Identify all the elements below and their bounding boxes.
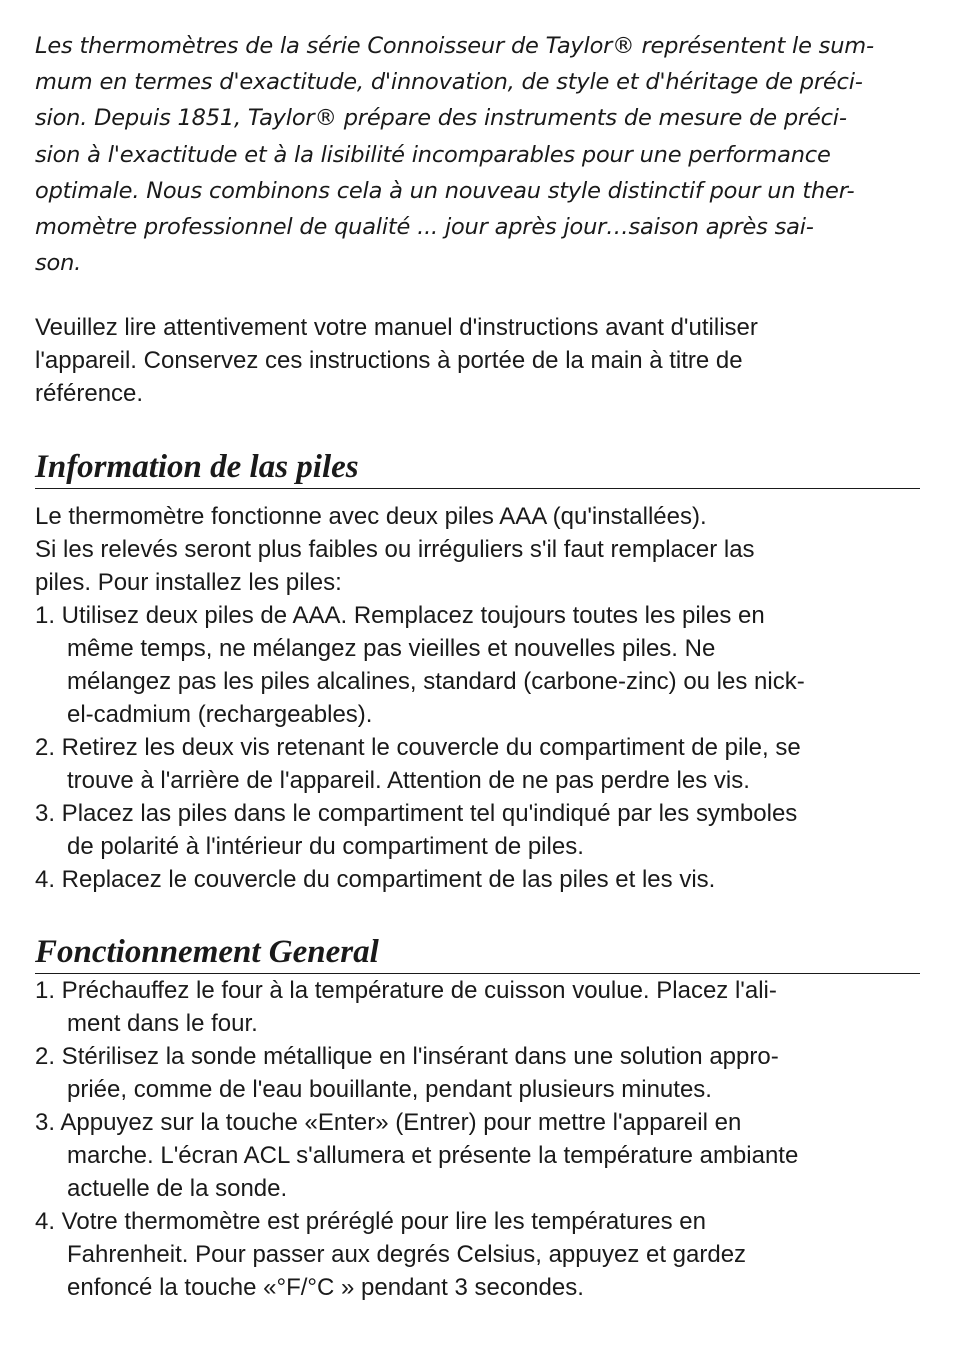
text-line: l'appareil. Conservez ces instructions à portée de la main à titre de — [35, 347, 743, 375]
list-item — [35, 974, 920, 1040]
step-text: 3. Placez las piles dans le compartiment tel qu'indiqué par les symboles — [35, 800, 798, 828]
text-line: référence. — [35, 380, 144, 408]
list-item — [35, 1205, 920, 1304]
step-text-continuation: Fahrenheit. Pour passer aux degrés Celsius, appuyez et gardez — [67, 1241, 747, 1269]
text-line: Veuillez lire attentivement votre manuel d'instructions avant d'utiliser — [35, 314, 758, 342]
text-line: son. — [35, 250, 82, 277]
text-line: optimale. Nous combinons cela à un nouveau style distinctif pour un ther- — [35, 177, 855, 204]
list-item — [35, 1040, 920, 1106]
list-item — [35, 797, 920, 863]
step-text-continuation: ment dans le four. — [67, 1010, 258, 1038]
intro-paragraph — [35, 28, 920, 281]
step-text: 4. Replacez le couvercle du compartiment de las piles et les vis. — [35, 866, 716, 894]
step-text-continuation: priée, comme de l'eau bouillante, pendant plusieurs minutes. — [67, 1076, 712, 1104]
operation-steps-list — [35, 974, 920, 1304]
text-line: sion. Depuis 1851, Taylor® prépare des instruments de mesure de préci- — [35, 105, 847, 132]
list-item — [35, 863, 920, 896]
list-item — [35, 731, 920, 797]
step-text-continuation: actuelle de la sonde. — [67, 1175, 288, 1203]
step-text-continuation: même temps, ne mélangez pas vieilles et nouvelles piles. Ne — [67, 635, 716, 663]
text-line: Si les relevés seront plus faibles ou irréguliers s'il faut remplacer las — [35, 536, 755, 564]
text-line: Les thermomètres de la série Connoisseur de Taylor® représentent le sum- — [35, 33, 874, 59]
battery-intro-paragraph — [35, 500, 920, 599]
instructions-notice — [35, 311, 920, 410]
step-text: 3. Appuyez sur la touche «Enter» (Entrer) pour mettre l'appareil en — [35, 1109, 742, 1137]
manual-page — [35, 28, 920, 1304]
step-text-continuation: marche. L'écran ACL s'allumera et présente la température ambiante — [67, 1142, 799, 1170]
list-item — [35, 599, 920, 731]
text-line: momètre professionnel de qualité ... jour après jour…saison après sai- — [35, 214, 814, 241]
battery-steps-list — [35, 599, 920, 896]
step-text: 4. Votre thermomètre est préréglé pour lire les températures en — [35, 1208, 706, 1236]
step-text-continuation: mélangez pas les piles alcalines, standard (carbone-zinc) ou les nick- — [67, 668, 805, 696]
step-text: 2. Stérilisez la sonde métallique en l'insérant dans une solution appro- — [35, 1043, 779, 1071]
text-line: mum en termes d'exactitude, d'innovation, de style et d'héritage de préci- — [35, 69, 863, 96]
step-text-continuation: el-cadmium (rechargeables). — [67, 701, 373, 729]
step-text: 2. Retirez les deux vis retenant le couvercle du compartiment de pile, se — [35, 734, 801, 762]
step-text-continuation: trouve à l'arrière de l'appareil. Attention de ne pas perdre les vis. — [67, 767, 750, 795]
step-text-continuation: de polarité à l'intérieur du compartiment de piles. — [67, 833, 584, 861]
battery-section-heading: Information de las piles — [35, 447, 920, 489]
step-text: 1. Préchauffez le four à la température de cuisson voulue. Placez l'ali- — [35, 977, 777, 1005]
operation-section-heading: Fonctionnement General — [35, 932, 920, 974]
list-item — [35, 1106, 920, 1205]
step-text: 1. Utilisez deux piles de AAA. Remplacez toujours toutes les piles en — [35, 602, 765, 630]
text-line: piles. Pour installez les piles: — [35, 569, 342, 597]
step-text-continuation: enfoncé la touche «°F/°C » pendant 3 secondes. — [67, 1274, 584, 1302]
text-line: Le thermomètre fonctionne avec deux piles AAA (qu'installées). — [35, 503, 707, 531]
text-line: sion à l'exactitude et à la lisibilité incomparables pour une performance — [35, 141, 831, 168]
